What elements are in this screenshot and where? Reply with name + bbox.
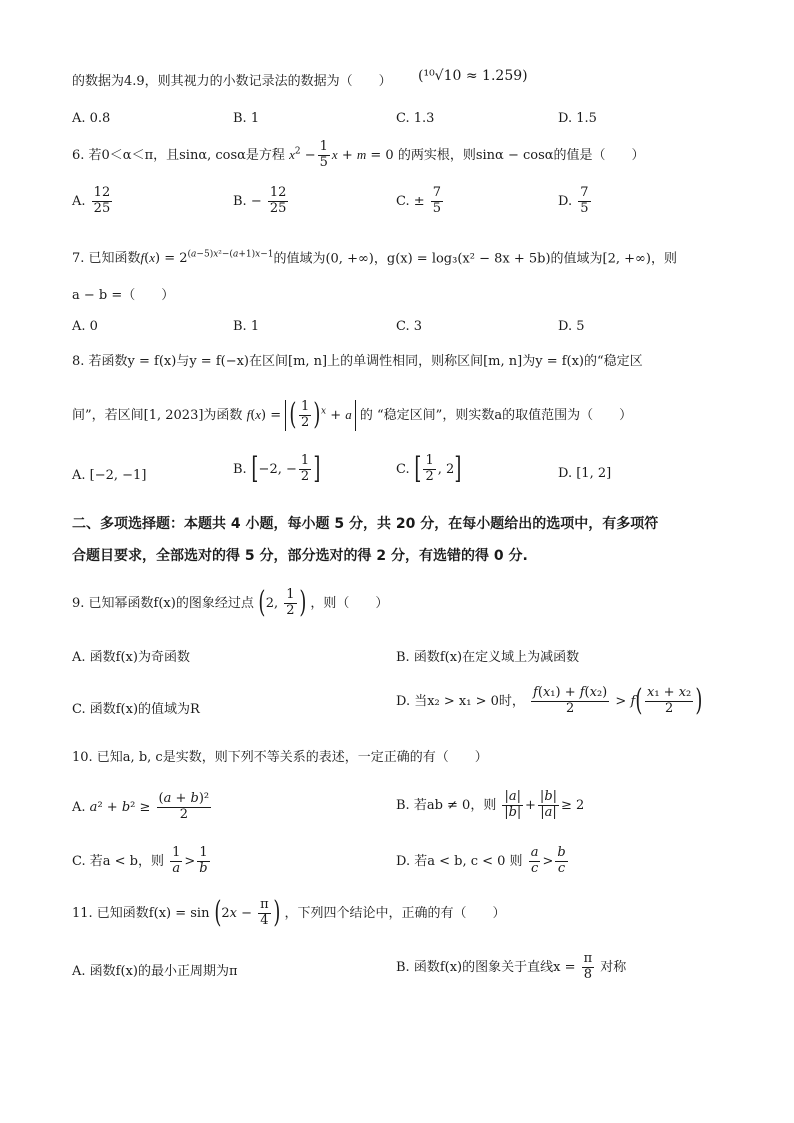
section2-heading-line2: 合题目要求，全部选对的得 5 分，部分选对的得 2 分，有选错的得 0 分. — [72, 548, 528, 564]
q5-hint: (¹⁰√10 ≈ 1.259) — [418, 68, 528, 84]
q10-option-d[interactable]: D. 若a < b, c < 0 则 $\frac{a}{c}$ > $\frac{b}{c}$ — [396, 845, 566, 876]
q6-option-b[interactable]: B. − $\frac{12}{25}$ — [233, 185, 287, 216]
q7-text-line2: a − b =（ ） — [72, 288, 175, 303]
q9-text: 9. 已知幂函数f(x)的图象经过点 (2, $\frac{1}{2}$ ) ，则（ ） — [72, 585, 389, 621]
section2-heading-line1: 二、多项选择题：本题共 4 小题，每小题 5 分，共 20 分，在每小题给出的选项中，有多项符 — [72, 516, 659, 532]
q10-option-c[interactable]: C. 若a < b，则 $\frac{1}{a}$ > $\frac{1}{b}$ — [72, 845, 208, 876]
q5-option-a[interactable]: A. 0.8 — [72, 111, 111, 126]
q7-option-b[interactable]: B. 1 — [233, 319, 260, 334]
q8-option-a[interactable]: A. [−2, −1] — [72, 468, 147, 483]
q9-option-d[interactable]: D. 当x₂ > x₁ > 0时， $\frac{\text{f(x₁) + f(x₂)}}{2}$ > f( $\frac{\text{x₁ + x₂}}{2}$ ) — [396, 683, 703, 719]
q8-option-b[interactable]: B. [−2, − $\frac{1}{2}$ ] — [233, 451, 321, 487]
q5-option-b[interactable]: B. 1 — [233, 111, 260, 126]
q8-option-c[interactable]: C. [ $\frac{1}{2}$ , 2] — [396, 451, 462, 487]
q7-option-a[interactable]: A. 0 — [72, 319, 98, 334]
q10-text: 10. 已知a, b, c是实数，则下列不等关系的表述，一定正确的有（ ） — [72, 750, 488, 765]
q11-argument: (2x − $\frac{\pi}{4}$ ) — [213, 895, 281, 931]
q10-option-b[interactable]: B. 若ab ≠ 0，则 $\frac{|a|}{|b|}$ + $\frac{|b|}{|a|}$ ≥ 2 — [396, 789, 585, 820]
q8-text-line2: 间”，若区间[1, 2023]为函数 f(x) = ( $\frac{1}{2}$ )$^x$ + a 的 “稳定区间”，则实数a的取值范围为（ ） — [72, 397, 633, 433]
q7-option-d[interactable]: D. 5 — [558, 319, 585, 334]
q6-option-a[interactable]: A. $\frac{12}{25}$ — [72, 185, 111, 216]
q7-text-line1: 7. 已知函数$f(x) = 2^{(a-5)x^2-(a+1)x-1}$的值域为(0, +∞)，g(x) = log₃(x² − 8x + 5b)的值域为[2, +∞)，则 — [72, 250, 677, 267]
q7-option-c[interactable]: C. 3 — [396, 319, 423, 334]
q10-option-a[interactable]: A. a² + b² ≥ $\frac{\text{(a + b)²}}{2}$ — [72, 791, 210, 822]
q9-option-a[interactable]: A. 函数f(x)为奇函数 — [72, 650, 190, 665]
q11-text: 11. 已知函数f(x) = sin (2x − $\frac{\pi}{4}$ ) ，下列四个结论中，正确的有（ ） — [72, 895, 506, 931]
q8-text-line1: 8. 若函数y = f(x)与y = f(−x)在区间[m, n]上的单调性相同，则称区间[m, n]为y = f(x)的“稳定区 — [72, 354, 643, 369]
q6-option-c[interactable]: C. ± $\frac{7}{5}$ — [396, 185, 442, 216]
q5-text: 的数据为4.9，则其视力的小数记录法的数据为（ ） — [72, 74, 392, 89]
q11-option-a[interactable]: A. 函数f(x)的最小正周期为π — [72, 964, 238, 979]
q9-option-c[interactable]: C. 函数f(x)的值域为R — [72, 702, 200, 717]
q8-function: f(x) = ( $\frac{1}{2}$ )$^x$ + a — [247, 408, 356, 423]
q5-option-d[interactable]: D. 1.5 — [558, 111, 597, 126]
q6-equation: $x^2$ − $\frac{1}{5}$ x + m = 0 — [289, 139, 394, 170]
q5-option-c[interactable]: C. 1.3 — [396, 111, 435, 126]
q9-point: (2, $\frac{1}{2}$ ) — [258, 585, 306, 621]
q8-option-d[interactable]: D. [1, 2] — [558, 466, 612, 481]
q11-option-b[interactable]: B. 函数f(x)的图象关于直线x = $\frac{\pi}{8}$ 对称 — [396, 951, 627, 982]
q9-option-b[interactable]: B. 函数f(x)在定义域上为减函数 — [396, 650, 580, 665]
q6-text: 6. 若0＜α＜π，且sinα, cosα是方程 $x^2$ − $\frac{1}{5}$ x + m = 0 的两实根，则sinα − cosα的值是（ ） — [72, 139, 645, 170]
q6-option-d[interactable]: D. $\frac{7}{5}$ — [558, 185, 589, 216]
q7-function: 7. 已知函数$f(x) = 2^{(a-5)x^2-(a+1)x-1}$ — [72, 250, 274, 267]
